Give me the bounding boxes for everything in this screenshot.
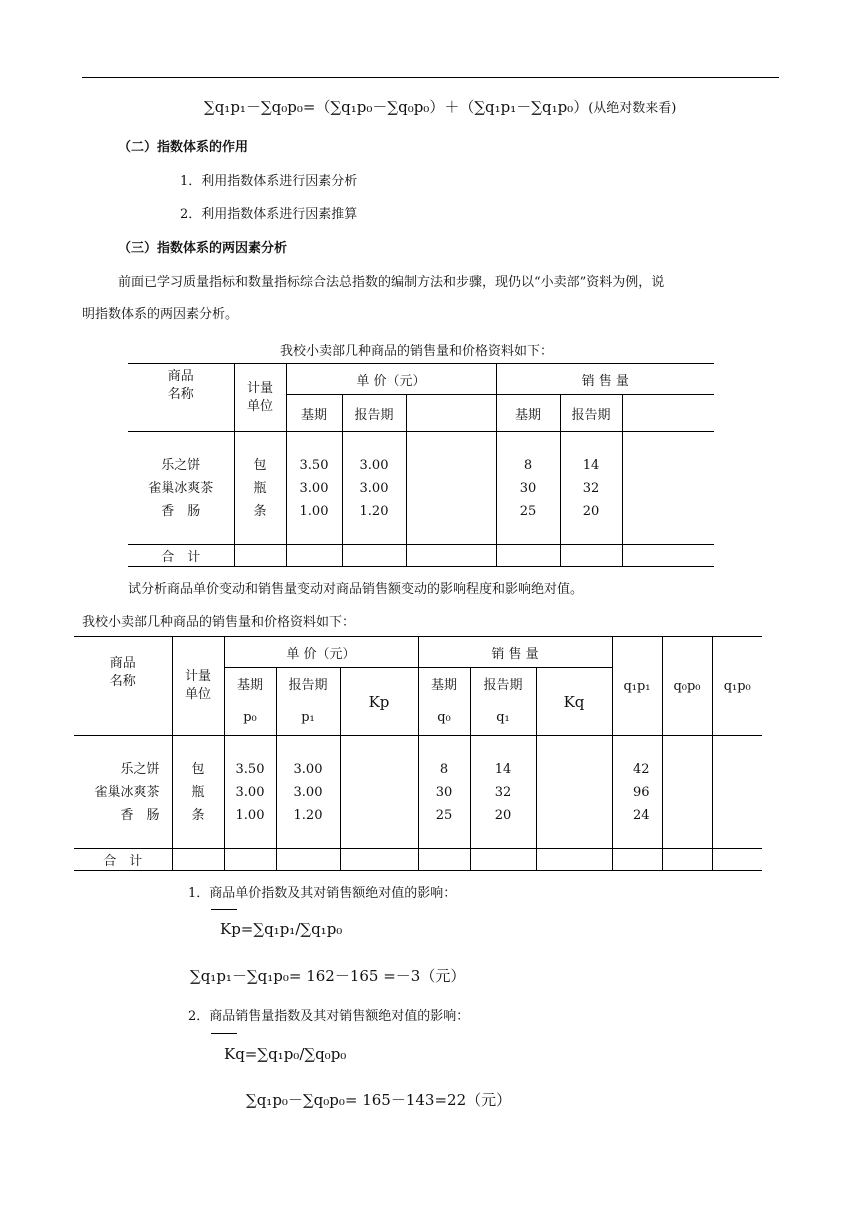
table2-q1p1-values: 42 96 24 (612, 736, 662, 849)
table1 (128, 363, 714, 567)
table1-products: 乐之饼 雀巢冰爽茶 香 肠 (128, 432, 234, 545)
table2-header-product: 商品 名称 (74, 637, 172, 736)
table2-header-p0: 基期 p₀ (224, 668, 276, 736)
table1-total-cell (560, 545, 622, 567)
table2-header-q0: 基期 q₀ (418, 668, 470, 736)
table1-total-cell (496, 545, 560, 567)
table1-header-qty-report: 报告期 (560, 395, 622, 432)
table2-total-label: 合 计 (74, 849, 172, 871)
table2-q0p0-values (662, 736, 712, 849)
table1-header-price: 单 价（元） (286, 364, 496, 395)
section2-item-1: 1．利用指数体系进行因素分析 (180, 174, 358, 189)
table2-total-cell (662, 849, 712, 871)
table1-price-base: 3.50 3.00 1.00 (286, 432, 342, 545)
table1-total-cell (342, 545, 406, 567)
table2-header-kp: Kp (340, 668, 418, 736)
table2-header-kq: Kq (536, 668, 612, 736)
section2-item-2: 2．利用指数体系进行因素推算 (180, 207, 358, 222)
item2-calc: ∑q₁p₀－∑q₀p₀= 165－143=22（元） (246, 1091, 512, 1109)
kp-overline (211, 909, 237, 910)
table1-qty-base: 8 30 25 (496, 432, 560, 545)
table2-header-price: 单 价（元） (224, 637, 418, 668)
intro-paragraph-line2: 明指数体系的两因素分析。 (82, 307, 239, 322)
table2-header-q1p1: q₁p₁ (612, 637, 662, 736)
table2-price-report: 3.00 3.00 1.20 (276, 736, 340, 849)
table1-price-report: 3.00 3.00 1.20 (342, 432, 406, 545)
table2-units: 包 瓶 条 (172, 736, 224, 849)
table1-header-price-empty (406, 395, 496, 432)
table2-total-cell (612, 849, 662, 871)
table2-caption: 我校小卖部几种商品的销售量和价格资料如下： (82, 615, 356, 630)
item1-formula: Kp=∑q₁p₁/∑q₁p₀ (220, 920, 343, 938)
table2-total-cell (172, 849, 224, 871)
table2-kq-values (536, 736, 612, 849)
table2-total-cell (470, 849, 536, 871)
table2-qty-base: 8 30 25 (418, 736, 470, 849)
table1-total-cell (234, 545, 286, 567)
item2-formula: Kq=∑q₁p₀/∑q₀p₀ (224, 1045, 347, 1063)
table2-header-p1: 报告期 p₁ (276, 668, 340, 736)
table2-price-base: 3.50 3.00 1.00 (224, 736, 276, 849)
table1-header-price-report: 报告期 (342, 395, 406, 432)
top-formula: ∑q₁p₁－∑q₀p₀=（∑q₁p₀－∑q₀p₀）＋（∑q₁p₁－∑q₁p₀）(从绝对数来看) (204, 98, 677, 116)
table2-header-q0p0: q₀p₀ (662, 637, 712, 736)
table1-header-qty-base: 基期 (496, 395, 560, 432)
table1-qty-report: 14 32 20 (560, 432, 622, 545)
table2-header-q1p0: q₁p₀ (712, 637, 762, 736)
table1-units: 包 瓶 条 (234, 432, 286, 545)
table2-products: 乐之饼 雀巢冰爽茶 香 肠 (74, 736, 172, 849)
table2-header-qty: 销 售 量 (418, 637, 612, 668)
header-rule (82, 77, 779, 78)
table2-header-q1: 报告期 q₁ (470, 668, 536, 736)
table2 (74, 636, 762, 871)
table2-q1p0-values (712, 736, 762, 849)
table1-header-qty-empty (622, 395, 714, 432)
table2-total-cell (276, 849, 340, 871)
table1-total-label: 合 计 (128, 545, 234, 567)
table2-header-unit: 计量 单位 (172, 637, 224, 736)
intro-paragraph-line1: 前面已学习质量指标和数量指标综合法总指数的编制方法和步骤，现仍以“小卖部”资料为例，说 (118, 275, 665, 290)
table1-header-price-base: 基期 (286, 395, 342, 432)
item2-title: 2．商品销售量指数及其对销售额绝对值的影响： (188, 1009, 470, 1024)
table1-header-qty: 销 售 量 (496, 364, 714, 395)
table2-total-cell (340, 849, 418, 871)
question-text: 试分析商品单价变动和销售量变动对商品销售额变动的影响程度和影响绝对值。 (128, 582, 584, 597)
table2-qty-report: 14 32 20 (470, 736, 536, 849)
item1-title: 1．商品单价指数及其对销售额绝对值的影响： (188, 886, 457, 901)
item1-calc: ∑q₁p₁－∑q₁p₀= 162－165 =－3（元） (190, 967, 466, 985)
table2-total-cell (418, 849, 470, 871)
kq-overline (211, 1033, 237, 1034)
table2-total-cell (536, 849, 612, 871)
table1-total-cell (406, 545, 496, 567)
table1-qty-extra (622, 432, 714, 545)
section3-heading: （三）指数体系的两因素分析 (118, 241, 288, 256)
table2-kp-values (340, 736, 418, 849)
table1-total-cell (286, 545, 342, 567)
section2-heading: （二）指数体系的作用 (118, 140, 249, 155)
table1-total-cell (622, 545, 714, 567)
table1-header-product: 商品 名称 (128, 364, 234, 432)
table2-total-cell (712, 849, 762, 871)
table1-caption: 我校小卖部几种商品的销售量和价格资料如下： (280, 344, 554, 359)
table1-price-extra (406, 432, 496, 545)
table1-header-unit: 计量 单位 (234, 364, 286, 432)
table2-total-cell (224, 849, 276, 871)
